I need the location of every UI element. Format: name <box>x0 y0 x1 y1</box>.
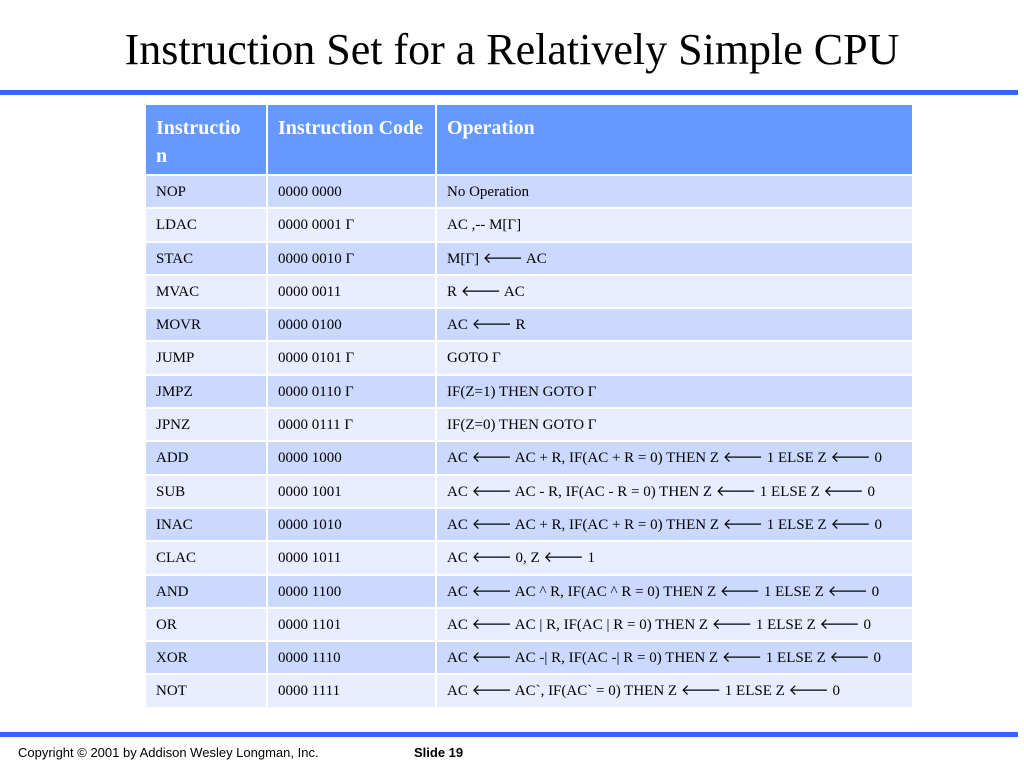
table-row <box>145 375 913 408</box>
cell-code: 0000 0111 Γ <box>267 408 436 441</box>
cell-operation: IF(Z=0) THEN GOTO Γ <box>436 408 913 441</box>
header-instruction: Instructio n <box>145 104 267 175</box>
instruction-table <box>144 103 914 709</box>
table-row <box>145 408 913 441</box>
cell-instruction: CLAC <box>145 541 267 574</box>
cell-instruction: NOP <box>145 175 267 208</box>
table-header-row <box>145 104 913 175</box>
cell-operation: No Operation <box>436 175 913 208</box>
header-operation: Operation <box>436 104 913 175</box>
cell-code: 0000 1010 <box>267 508 436 541</box>
cell-code: 0000 1110 <box>267 641 436 674</box>
bottom-divider <box>0 732 1018 737</box>
table-row <box>145 242 913 275</box>
cell-operation: AC ,-- M[Γ] <box>436 208 913 241</box>
cell-operation: AC 🡐 R <box>436 308 913 341</box>
cell-code: 0000 1011 <box>267 541 436 574</box>
table-row <box>145 608 913 641</box>
cell-operation: AC 🡐 AC ^ R, IF(AC ^ R = 0) THEN Z 🡐 1 ELSE Z 🡐 0 <box>436 575 913 608</box>
cell-operation: AC 🡐 AC`, IF(AC` = 0) THEN Z 🡐 1 ELSE Z 🡐 0 <box>436 674 913 707</box>
cell-instruction: XOR <box>145 641 267 674</box>
cell-operation: AC 🡐 AC | R, IF(AC | R = 0) THEN Z 🡐 1 ELSE Z 🡐 0 <box>436 608 913 641</box>
slide-number: Slide 19 <box>414 745 464 760</box>
cell-operation: AC 🡐 AC -| R, IF(AC -| R = 0) THEN Z 🡐 1 ELSE Z 🡐 0 <box>436 641 913 674</box>
cell-operation: AC 🡐 0, Z 🡐 1 <box>436 541 913 574</box>
cell-instruction: STAC <box>145 242 267 275</box>
cell-code: 0000 1101 <box>267 608 436 641</box>
table-row <box>145 208 913 241</box>
cell-operation: AC 🡐 AC + R, IF(AC + R = 0) THEN Z 🡐 1 ELSE Z 🡐 0 <box>436 508 913 541</box>
cell-instruction: SUB <box>145 475 267 508</box>
cell-operation: AC 🡐 AC - R, IF(AC - R = 0) THEN Z 🡐 1 ELSE Z 🡐 0 <box>436 475 913 508</box>
cell-operation: AC 🡐 AC + R, IF(AC + R = 0) THEN Z 🡐 1 ELSE Z 🡐 0 <box>436 441 913 474</box>
cell-operation: R 🡐 AC <box>436 275 913 308</box>
cell-instruction: JPNZ <box>145 408 267 441</box>
table-row <box>145 641 913 674</box>
cell-instruction: ADD <box>145 441 267 474</box>
cell-code: 0000 0011 <box>267 275 436 308</box>
cell-code: 0000 0110 Γ <box>267 375 436 408</box>
cell-code: 0000 0000 <box>267 175 436 208</box>
table-row <box>145 175 913 208</box>
cell-instruction: MVAC <box>145 275 267 308</box>
copyright-text: Copyright © 2001 by Addison Wesley Longman, Inc. <box>18 745 319 760</box>
table-body <box>145 175 913 708</box>
cell-instruction: JMPZ <box>145 375 267 408</box>
table-row <box>145 308 913 341</box>
cell-code: 0000 1111 <box>267 674 436 707</box>
slide-title: Instruction Set for a Relatively Simple CPU <box>124 25 900 74</box>
cell-instruction: OR <box>145 608 267 641</box>
table-row <box>145 475 913 508</box>
cell-code: 0000 1100 <box>267 575 436 608</box>
cell-instruction: MOVR <box>145 308 267 341</box>
table-row <box>145 341 913 374</box>
cell-code: 0000 0101 Γ <box>267 341 436 374</box>
cell-operation: M[Γ] 🡐 AC <box>436 242 913 275</box>
table-row <box>145 441 913 474</box>
cell-instruction: LDAC <box>145 208 267 241</box>
table-row <box>145 275 913 308</box>
cell-instruction: INAC <box>145 508 267 541</box>
cell-code: 0000 1000 <box>267 441 436 474</box>
table-row <box>145 575 913 608</box>
cell-operation: GOTO Γ <box>436 341 913 374</box>
cell-code: 0000 0010 Γ <box>267 242 436 275</box>
table-row <box>145 508 913 541</box>
cell-instruction: NOT <box>145 674 267 707</box>
cell-code: 0000 1001 <box>267 475 436 508</box>
table-row <box>145 674 913 707</box>
top-divider <box>0 90 1018 95</box>
cell-code: 0000 0001 Γ <box>267 208 436 241</box>
cell-instruction: AND <box>145 575 267 608</box>
table-row <box>145 541 913 574</box>
cell-operation: IF(Z=1) THEN GOTO Γ <box>436 375 913 408</box>
cell-instruction: JUMP <box>145 341 267 374</box>
cell-code: 0000 0100 <box>267 308 436 341</box>
header-instruction-code: Instruction Code <box>267 104 436 175</box>
